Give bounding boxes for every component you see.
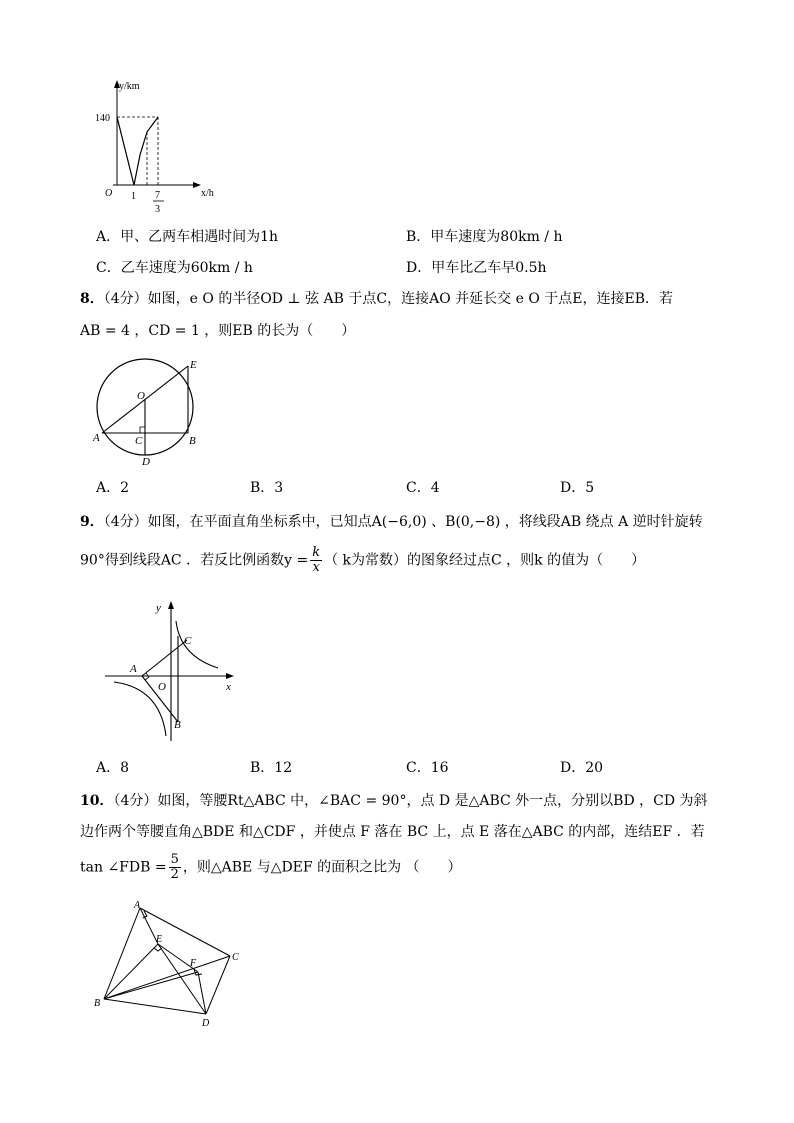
- q8-stem-line-2: AB = 4 ，CD = 1 ，则EB 的长为（ ）: [80, 323, 356, 339]
- q10-stem-line-2: 边作两个等腰直角△BDE 和△CDF ，并使点 F 落在 BC 上，点 E 落在△ABC 的内部，连结EF ．若: [80, 824, 705, 840]
- q9-stem-line-1: [80, 512, 703, 532]
- q8-score: （4分）: [103, 291, 148, 307]
- q9-stem-line-2: [80, 546, 645, 575]
- q10-stem-line-3: [80, 853, 462, 882]
- q8-point-A: A: [93, 432, 100, 444]
- q9-frac-den: x: [312, 560, 320, 575]
- q9-option-b[interactable]: B．12: [250, 760, 293, 776]
- q7-y-axis-label: y/km: [119, 81, 140, 92]
- q10-stem-line-1: [80, 791, 708, 811]
- q10-triangle-figure: [90, 896, 250, 1031]
- q9-axis-y-label: y: [156, 602, 161, 614]
- q8-text-1: 如图，e O 的半径OD ⊥ 弦 AB 于点C，连接AO 并延长交 e O 于点E，连接EB．若: [147, 291, 673, 307]
- q10-text-3-post: ，则△ABE 与△DEF 的面积之比为 （ ）: [182, 859, 462, 876]
- q10-point-D: D: [202, 1018, 210, 1029]
- q7-origin-label: O: [105, 188, 113, 199]
- q8-point-D: D: [142, 456, 150, 467]
- q9-fraction-k-over-x: [310, 546, 322, 575]
- q8-option-d[interactable]: D．5: [560, 480, 595, 496]
- q10-fraction-5-over-2: [169, 853, 181, 882]
- q9-point-C: C: [184, 635, 192, 647]
- q10-text-1: 如图，等腰Rt△ABC 中，∠BAC = 90°，点 D 是△ABC 外一点，分别以BD ，CD 为斜: [157, 793, 708, 809]
- q10-point-E: E: [156, 934, 163, 945]
- q7-option-c[interactable]: C．乙车速度为60km / h: [96, 260, 253, 276]
- q8-option-c[interactable]: C．4: [406, 480, 440, 496]
- q9-coordinate-figure: [100, 596, 240, 746]
- q9-option-d[interactable]: D．20: [560, 760, 604, 776]
- q9-option-c[interactable]: C．16: [406, 760, 449, 776]
- q9-number: 9．: [80, 514, 104, 530]
- q10-frac-den: 2: [170, 867, 179, 882]
- q8-circle-figure: [88, 352, 208, 467]
- q8-point-B: B: [189, 435, 196, 447]
- q9-text-2-pre: 90°得到线段AC ．若反比例函数y =: [80, 552, 309, 569]
- q7-y-tick-140: 140: [95, 113, 110, 124]
- q9-score: （4分）: [103, 514, 148, 530]
- q8-point-E: E: [190, 359, 197, 371]
- q10-point-F: F: [190, 958, 197, 969]
- q7-distance-time-graph: [95, 75, 220, 220]
- q8-number: 8．: [80, 291, 104, 307]
- q9-option-a[interactable]: A．8: [96, 760, 130, 776]
- q10-frac-num: 5: [170, 852, 179, 867]
- q7-x-tick-1: 1: [131, 191, 136, 202]
- q9-text-2-post: （ k为常数）的图象经过点C ，则k 的值为（ ）: [324, 552, 646, 569]
- q9-point-B: B: [174, 719, 181, 731]
- q7-option-a[interactable]: A．甲、乙两车相遇时间为1h: [96, 229, 279, 245]
- q7-x-tick-7-3-num: 7: [155, 190, 160, 201]
- q8-point-C: C: [135, 435, 143, 447]
- q7-x-tick-7-3-den: 3: [155, 204, 160, 215]
- q10-score: （4分）: [113, 793, 158, 809]
- q8-option-a[interactable]: A．2: [96, 480, 130, 496]
- q9-point-A: A: [130, 663, 137, 675]
- q10-number: 10．: [80, 793, 114, 809]
- q9-text-1: 如图，在平面直角坐标系中，已知点A(−6,0) 、B(0,−8) ，将线段AB 绕点 A 逆时针旋转: [147, 514, 703, 530]
- q10-point-A: A: [134, 900, 141, 911]
- q9-axis-x-label: x: [226, 681, 231, 693]
- q8-point-O: O: [137, 390, 145, 402]
- q7-x-axis-label: x/h: [201, 188, 214, 199]
- q7-option-b[interactable]: B．甲车速度为80km / h: [406, 229, 563, 245]
- q8-option-b[interactable]: B．3: [250, 480, 284, 496]
- q8-stem-line-1: [80, 289, 673, 309]
- q7-option-d[interactable]: D．甲车比乙车早0.5h: [406, 260, 547, 276]
- q9-frac-num: k: [312, 545, 321, 560]
- q9-point-O: O: [158, 681, 166, 693]
- q10-point-C: C: [232, 952, 239, 963]
- q10-point-B: B: [94, 998, 101, 1009]
- q10-text-3-pre: tan ∠FDB =: [80, 859, 167, 876]
